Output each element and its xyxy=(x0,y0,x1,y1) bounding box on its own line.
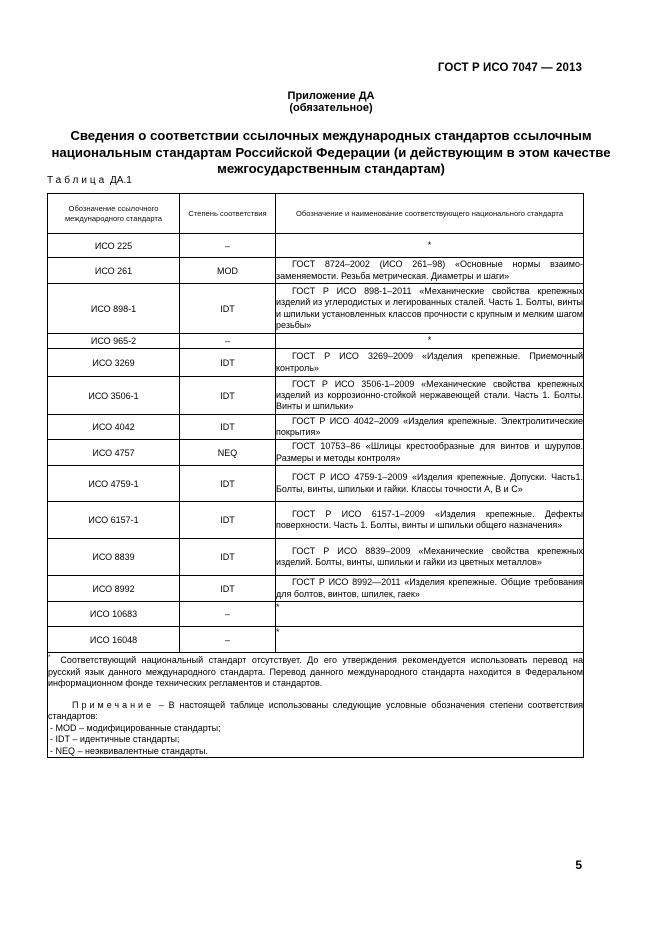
cell-degree: IDT xyxy=(180,349,276,377)
cell-international-standard: ИСО 225 xyxy=(48,234,180,258)
footnote-marker: * xyxy=(48,655,51,661)
cell-international-standard: ИСО 16048 xyxy=(48,627,180,653)
cell-national-standard: ГОСТ 8724–2002 (ИСО 261–98) «Основные нормы взаимозаменяемости. Резьба метрическая. Диаметры и шаги» xyxy=(276,258,584,284)
note-label: Примечание xyxy=(72,699,155,710)
cell-international-standard: ИСО 8992 xyxy=(48,576,180,602)
cell-degree: MOD xyxy=(180,258,276,284)
table-footer xyxy=(48,653,584,758)
note-item-neq: - NEQ – неэквивалентные стандарты. xyxy=(50,745,208,756)
cell-international-standard: ИСО 965-2 xyxy=(48,334,180,349)
cell-degree: IDT xyxy=(180,377,276,415)
note xyxy=(48,700,583,723)
cell-international-standard: ИСО 4759-1 xyxy=(48,466,180,502)
cell-national-standard: ГОСТ Р ИСО 4042–2009 «Изделия крепежные. Электролитические покрытия» xyxy=(276,415,584,440)
table-row xyxy=(48,602,584,627)
cell-degree: IDT xyxy=(180,576,276,602)
cell-degree: – xyxy=(180,627,276,653)
table-row xyxy=(48,466,584,502)
cell-national-standard: ГОСТ Р ИСО 6157-1–2009 «Изделия крепежные. Дефекты поверхности. Часть 1. Болты, винты и шпильки общего назначения» xyxy=(276,502,584,539)
table-row xyxy=(48,334,584,349)
table-row xyxy=(48,415,584,440)
table-row xyxy=(48,502,584,539)
cell-national-standard: ГОСТ Р ИСО 3269–2009 «Изделия крепежные. Приемочный контроль» xyxy=(276,349,584,377)
cell-degree: – xyxy=(180,234,276,258)
column-header-national-standard: Обозначение и наименование соответствующего национального стандарта xyxy=(276,194,584,234)
footnote xyxy=(48,653,583,690)
cell-national-standard: * xyxy=(276,627,584,653)
table-header-row xyxy=(48,194,584,234)
cell-degree: IDT xyxy=(180,284,276,334)
note-text: – В настоящей таблице использованы следующие условные обозначения степени соответствия стандартов: xyxy=(48,699,583,721)
cell-national-standard: * xyxy=(276,602,584,627)
cell-degree: IDT xyxy=(180,539,276,576)
table-row xyxy=(48,349,584,377)
column-header-degree: Степень соответствия xyxy=(180,194,276,234)
cell-national-standard: ГОСТ 10753–86 «Шлицы крестообразные для винтов и шурупов. Размеры и методы контроля» xyxy=(276,440,584,466)
cell-national-standard: ГОСТ Р ИСО 898-1–2011 «Механические свойства крепежных изделий из углеродистых и легированных сталей. Часть 1. Болты, винты и шпильки установленных классов прочности с крупным и мелким шагом резьбы» xyxy=(276,284,584,334)
annex-title: Приложение ДА xyxy=(287,90,375,102)
cell-international-standard: ИСО 261 xyxy=(48,258,180,284)
document-code: ГОСТ Р ИСО 7047 — 2013 xyxy=(437,62,582,74)
table-label-number: ДА.1 xyxy=(110,175,132,186)
footnote-text: Соответствующий национальный стандарт отсутствует. До его утверждения рекомендуется использовать перевод на русский язык данного международного стандарта. Перевод данного международного стандарта находится в Федеральном информационном фонде технических регламентов и стандартов. xyxy=(48,655,583,688)
annex-heading: Сведения о соответствии ссылочных международных стандартов ссылочным национальным стандартам Российской Федерации (и действующим в этом качестве межгосударственным стандартам) xyxy=(51,128,611,176)
table-row xyxy=(48,539,584,576)
cell-degree: IDT xyxy=(180,466,276,502)
cell-international-standard: ИСО 3506-1 xyxy=(48,377,180,415)
cell-degree: IDT xyxy=(180,415,276,440)
annex-status: (обязательное) xyxy=(289,102,373,114)
cell-international-standard: ИСО 898-1 xyxy=(48,284,180,334)
note-item-idt: - IDT – идентичные стандарты; xyxy=(50,734,180,744)
page-number: 5 xyxy=(575,858,582,872)
table-row xyxy=(48,576,584,602)
cell-degree: – xyxy=(180,602,276,627)
cell-international-standard: ИСО 10683 xyxy=(48,602,180,627)
cell-degree: – xyxy=(180,334,276,349)
table-label-word: Таблица xyxy=(47,175,108,186)
cell-national-standard: ГОСТ Р ИСО 4759-1–2009 «Изделия крепежные. Допуски. Часть1. Болты, винты, шпильки и гайки. Классы точности А, В и С» xyxy=(276,466,584,502)
cell-degree: NEQ xyxy=(180,440,276,466)
cell-international-standard: ИСО 6157-1 xyxy=(48,502,180,539)
cell-international-standard: ИСО 4757 xyxy=(48,440,180,466)
table-row xyxy=(48,284,584,334)
cell-international-standard: ИСО 8839 xyxy=(48,539,180,576)
table-row xyxy=(48,234,584,258)
cell-degree: IDT xyxy=(180,502,276,539)
table-label xyxy=(47,175,132,186)
cell-international-standard: ИСО 4042 xyxy=(48,415,180,440)
cell-national-standard: ГОСТ Р ИСО 8992—2011 «Изделия крепежные. Общие требования для болтов, винтов, шпилек, гаек» xyxy=(276,576,584,602)
cell-international-standard: ИСО 3269 xyxy=(48,349,180,377)
cell-national-standard: ГОСТ Р ИСО 3506-1–2009 «Механические свойства крепежных изделий из коррозионно-стойкой нержавеющей стали. Часть 1. Болты. Винты и шпильки» xyxy=(276,377,584,415)
cell-national-standard: * xyxy=(276,234,584,258)
column-header-international-standard: Обозначение ссылочного международного стандарта xyxy=(48,194,180,234)
table-footer-row xyxy=(48,653,584,758)
table-row xyxy=(48,627,584,653)
correspondence-table xyxy=(47,193,584,758)
table-row xyxy=(48,258,584,284)
cell-national-standard: ГОСТ Р ИСО 8839–2009 «Механические свойства крепежных изделий. Болты, винты, шпильки и гайки из цветных металлов» xyxy=(276,539,584,576)
table-row xyxy=(48,440,584,466)
cell-national-standard: * xyxy=(276,334,584,349)
note-item-mod: - MOD – модифицированные стандарты; xyxy=(50,722,221,733)
table-row xyxy=(48,377,584,415)
